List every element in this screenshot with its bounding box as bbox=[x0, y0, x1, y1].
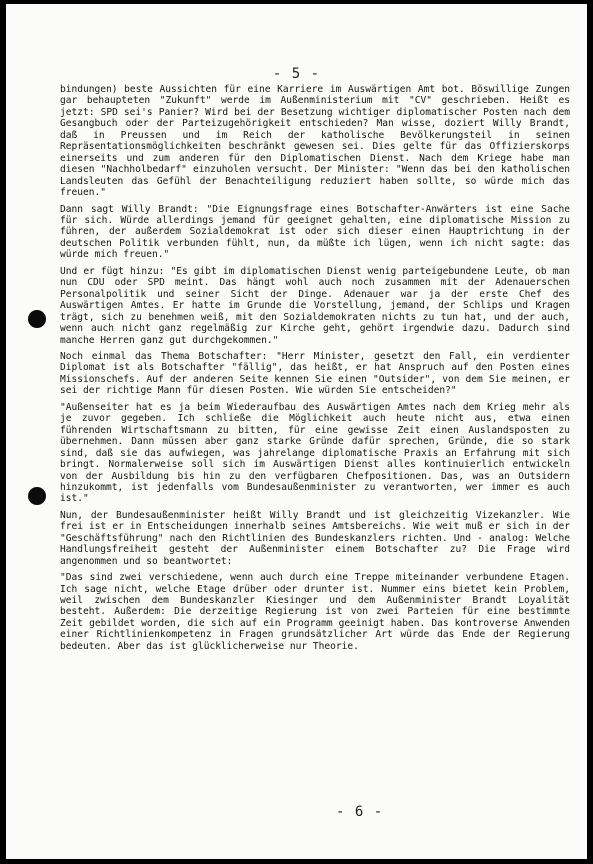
paragraph: Dann sagt Willy Brandt: "Die Eignungsfrage eines Botschafter-Anwärters ist eine Sache für sich. Würde allerdings jemand für geeignet gehalten, eine diplomatische Mission zu führen, der außerdem Sozialdemokrat ist oder sich dieser einen Hauptrichtung in der deutschen Politik verbunden fühlt, nun, da müßte ich lügen, wenn ich nicht sagte: das würde mich freuen." bbox=[60, 203, 570, 261]
page-number-bottom: - 6 - bbox=[336, 804, 384, 820]
paragraph: "Das sind zwei verschiedene, wenn auch durch eine Treppe miteinander verbundene Etagen. Ich sage nicht, welche Etage drüber oder drunter ist. Nummer eins bietet kein Problem, weil zwischen dem Bundeskanzler Kiesinger und dem Außenminister Brandt Loyalität besteht. Außerdem: Die derzeitige Regierung ist von zwei Parteien für eine bestimmte Zeit gebildet worden, die sich auf ein Programm geeinigt haben. Das kontroverse Anwenden einer Richtlinienkompetenz in Fragen grundsätzlicher Art würde das Ende der Regierung bedeuten. Aber das ist glücklicherweise nur Theorie. bbox=[60, 572, 570, 652]
paragraph: Noch einmal das Thema Botschafter: "Herr Minister, gesetzt den Fall, ein verdienter Diplomat ist als Botschafter "fällig", das heißt, er hat Anspruch auf den Posten eines Missionschefs. Auf der anderen Seite kennen Sie einen "Outsider", von dem Sie meinen, er sei der richtige Mann für diesen Posten. Wie würden Sie entscheiden?" bbox=[60, 350, 570, 397]
paragraph: "Außenseiter hat es ja beim Wiederaufbau des Auswärtigen Amtes nach dem Krieg mehr als je zuvor gegeben. Ich schließe die Möglichkeit auch heute nicht aus, etwa einen führenden Wirtschaftsmann zu bitten, für eine gewisse Zeit einen Auslandsposten zu übernehmen. Dann müssen aber ganz starke Gründe dafür sprechen, Gründe, die so stark sind, daß sie das aufwiegen, was jahrelange diplomatische Praxis an Erfahrung mit sich bringt. Normalerweise soll sich im Auswärtigen Dienst alles kontinuierlich entwickeln von der Ausbildung bis hin zu den verfügbaren Chefpositionen. Das, was an Outsidern hinzukommt, ist jedenfalls vom Bundesaußenminister zu verantworten, wer immer es auch ist." bbox=[60, 401, 570, 505]
paragraph: bindungen) beste Aussichten für eine Karriere im Auswärtigen Amt bot. Böswillige Zungen gar behaupteten "Zukunft" werde im Außenministerium mit "CV" geschrieben. Heißt es jetzt: SPD sei's Panier? Wird bei der Besetzung wichtiger diplomatischer Posten nach dem Gesangbuch oder der Parteizugehörigkeit entschieden? Man wisse, doziert Willy Brandt, daß in Preussen und im Reich der katholische Bevölkerungsteil in seinen Repräsentationsmöglichkeiten beschränkt gewesen sei. Dies gelte für das Offizierskorps einerseits und zum anderen für den Diplomatischen Dienst. Nach dem Kriege habe man diesen "Nachholbedarf" einzuholen versucht. Der Minister: "Wenn das bei den katholischen Landsleuten das Gefühl der Benachteiligung reduziert haben sollte, so würde mich das freuen." bbox=[60, 84, 570, 199]
punch-hole bbox=[28, 487, 46, 505]
document-page bbox=[6, 4, 587, 859]
paragraph: Und er fügt hinzu: "Es gibt im diplomatischen Dienst wenig parteigebundene Leute, ob man nun CDU oder SPD meint. Das hängt wohl auch noch zusammen mit der Adenauerschen Personalpolitik und seiner Sicht der Dinge. Adenauer war ja der erste Chef des Auswärtigen Amtes. Er hatte im Grunde die Vorstellung, jemand, der Schlips und Kragen trägt, sich zu benehmen weiß, mit den Sozialdemokraten nichts zu tun hat, und der auch, wenn auch nicht ganz regelmäßig zur Kirche geht, gehört irgendwie dazu. Dadurch sind manche Herren ganz gut durchgekommen." bbox=[60, 265, 570, 346]
article-body bbox=[60, 84, 570, 656]
punch-hole bbox=[28, 310, 46, 328]
page-number-top: - 5 - bbox=[272, 66, 321, 82]
paragraph: Nun, der Bundesaußenminister heißt Willy Brandt und ist gleichzeitig Vizekanzler. Wie frei ist er in Entscheidungen innerhalb seines Amtsbereichs. Wie weit muß er sich in der "Geschäftsführung" nach den Richtlinien des Bundeskanzlers richten. Und - analog: Welche Handlungsfreiheit gesteht der Außenminister einem Botschafter zu? Die Frage wird angenommen und so beantwortet: bbox=[60, 509, 570, 567]
